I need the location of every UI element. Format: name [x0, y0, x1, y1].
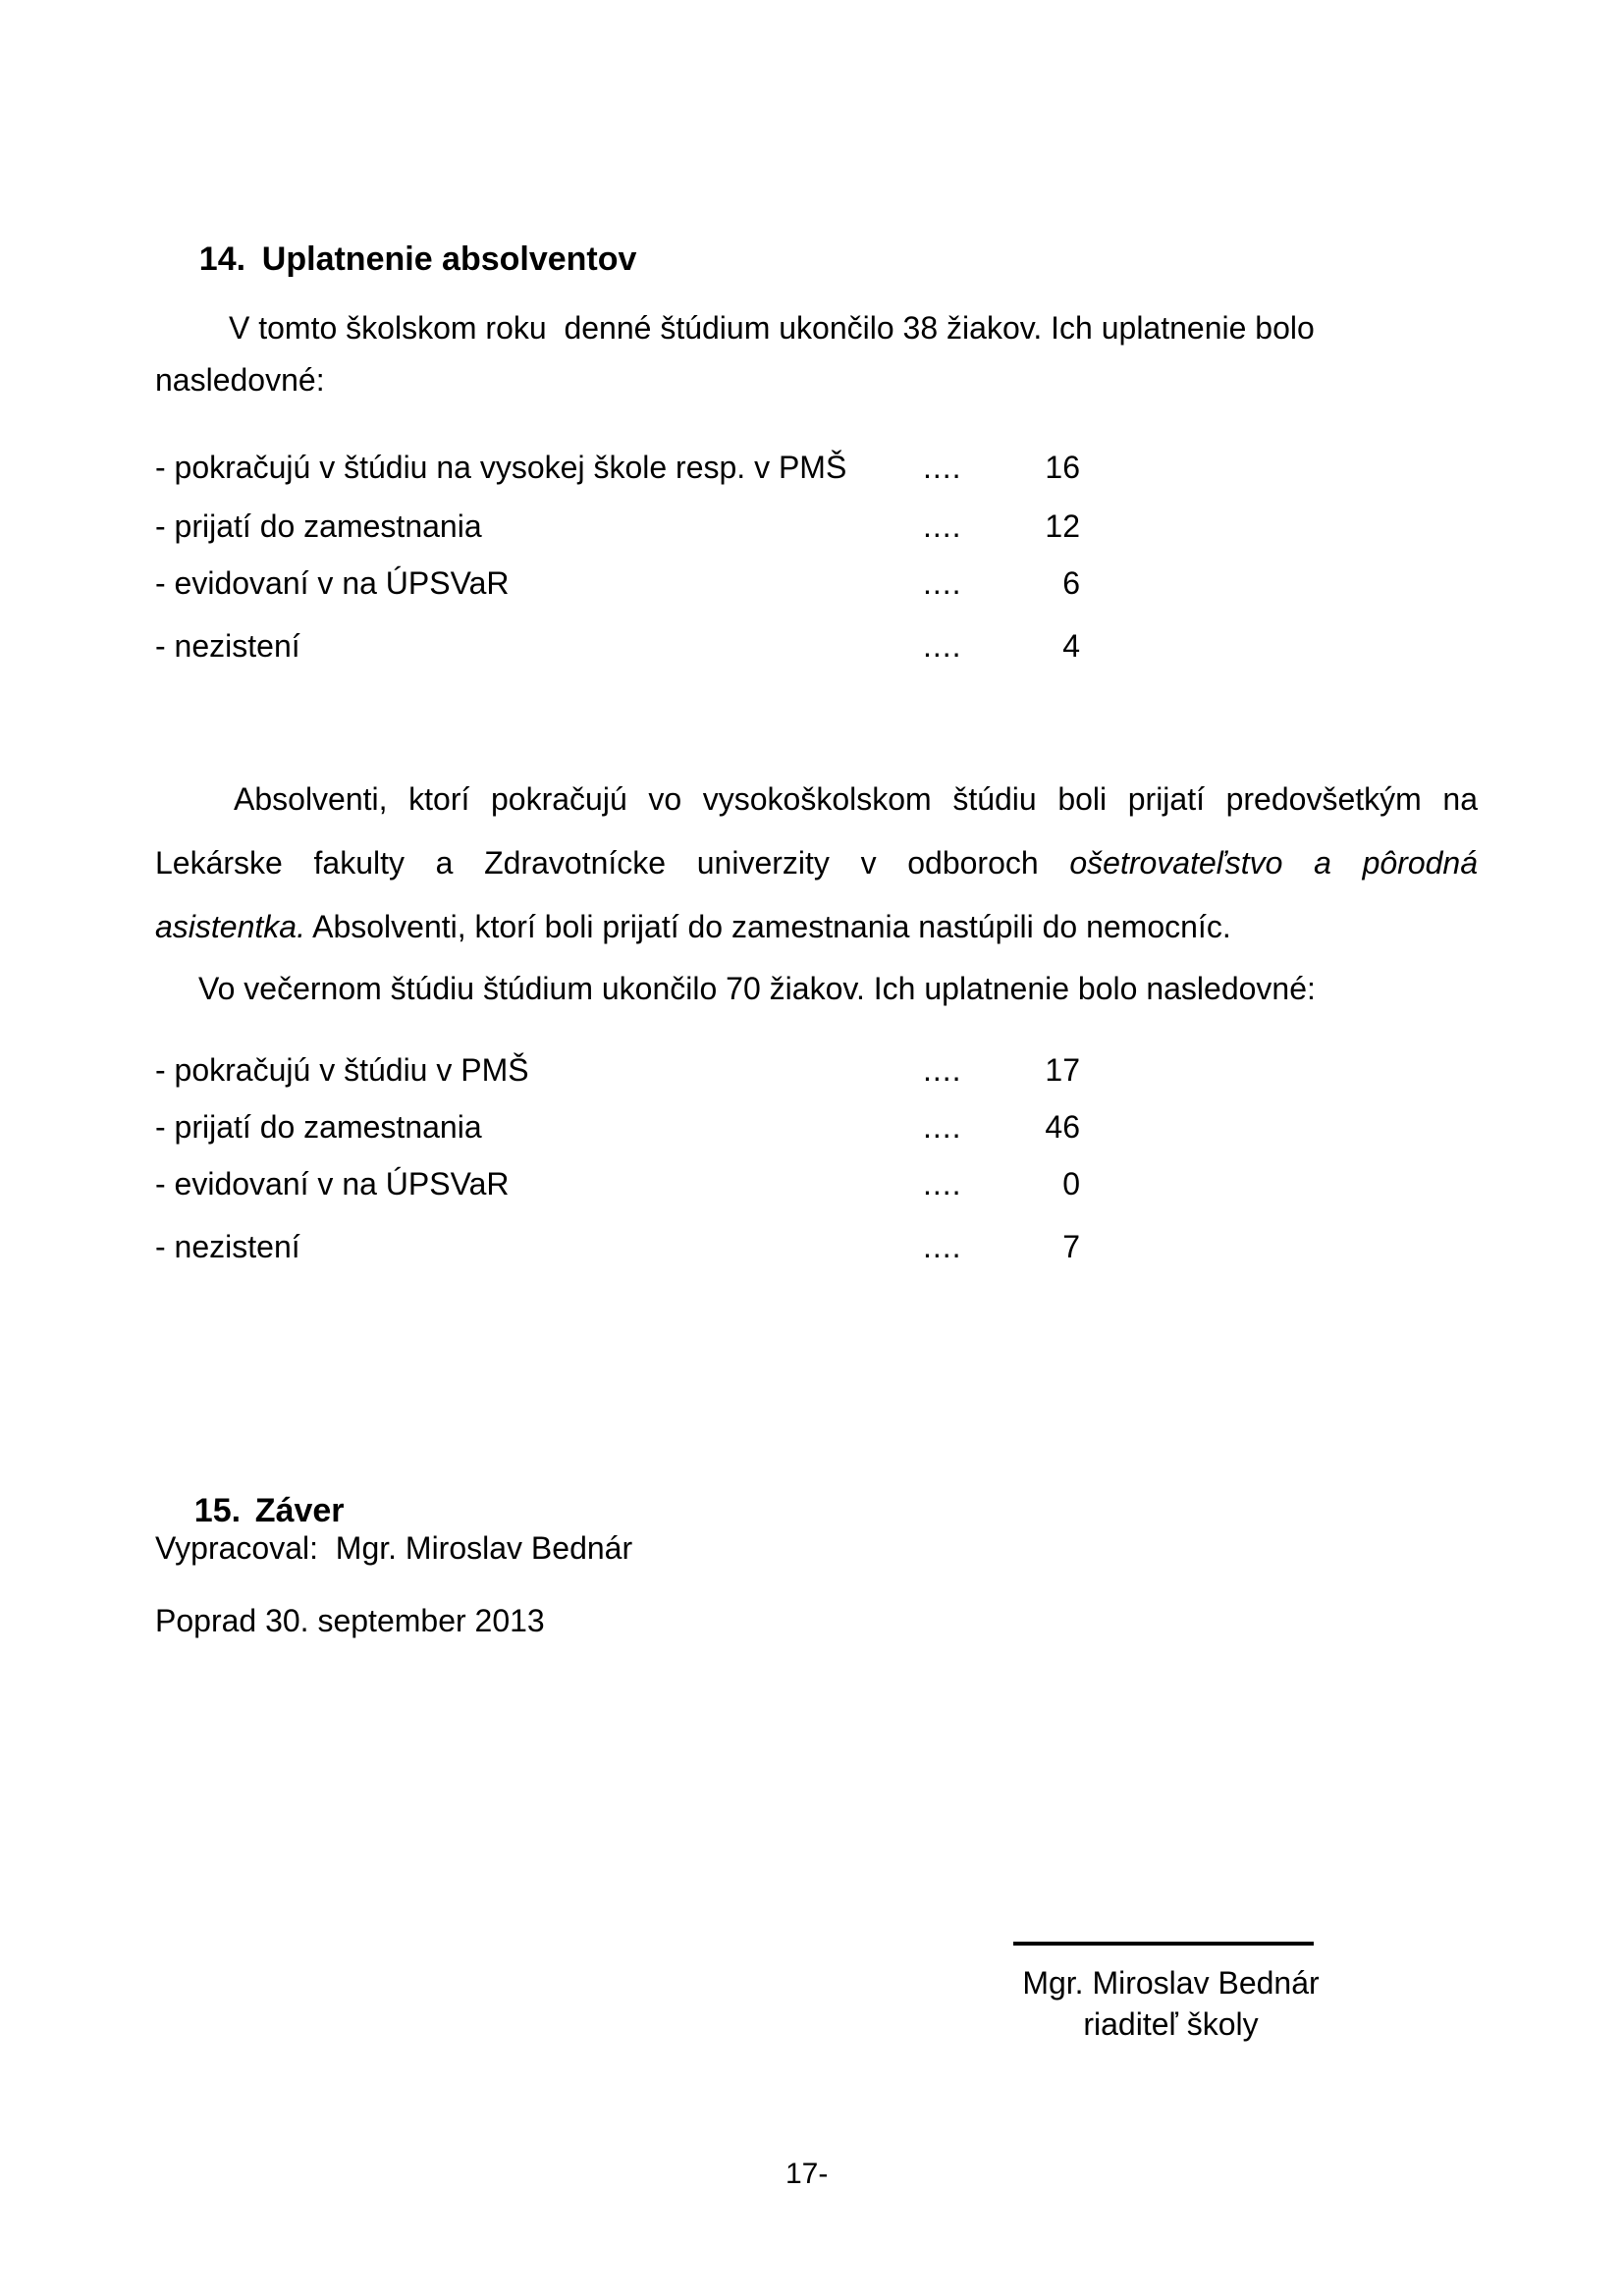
list2-row-1 — [155, 1052, 1080, 1094]
list2-row-1-dots: .... — [923, 1052, 962, 1088]
signature-role: riaditeľ školy — [1083, 2006, 1259, 2042]
section-15-title: Záver — [254, 1491, 345, 1529]
list2-row-3-value: 0 — [1062, 1166, 1080, 1201]
list2-row-3 — [155, 1166, 1080, 1207]
para2-line2-regular: Lekárske fakulty a Zdravotnícke univerzity v odboroch — [155, 845, 1039, 881]
para2-line2 — [155, 844, 1478, 881]
list2-row-4 — [155, 1229, 1080, 1270]
list1-row-4-value: 4 — [1062, 628, 1080, 664]
signature-line — [1013, 1942, 1314, 1946]
list1-row-4-dots: .... — [923, 628, 962, 664]
list2-row-2-value: 46 — [1045, 1109, 1080, 1145]
list2-row-2 — [155, 1109, 1080, 1150]
place-date-line: Poprad 30. september 2013 — [155, 1603, 545, 1638]
list1-row-1 — [155, 450, 1080, 491]
section-14-title: Uplatnenie absolventov — [261, 240, 637, 278]
list1-row-2-label: - prijatí do zamestnania — [155, 508, 482, 544]
list2-row-2-label: - prijatí do zamestnania — [155, 1109, 482, 1145]
para2-line3-italic: asistentka. — [155, 909, 305, 944]
para1-line2: nasledovné: — [155, 362, 325, 398]
section-14-heading — [162, 199, 636, 319]
list1-row-2 — [155, 508, 1080, 550]
list1-row-1-dots: .... — [923, 450, 962, 485]
list2-row-1-label: - pokračujú v štúdiu v PMŠ — [155, 1052, 529, 1088]
para3: Vo večernom štúdiu štúdium ukončilo 70 žiakov. Ich uplatnenie bolo nasledovné: — [198, 971, 1316, 1006]
list1-row-2-dots: .... — [923, 508, 962, 544]
list2-row-4-dots: .... — [923, 1229, 962, 1264]
list2-row-3-dots: .... — [923, 1166, 962, 1201]
para2-line3-regular: Absolventi, ktorí boli prijatí do zamestnania nastúpili do nemocníc. — [304, 909, 1231, 944]
para2-line2-italic: ošetrovateľstvo a pôrodná — [1069, 845, 1479, 881]
list1-row-3 — [155, 565, 1080, 607]
list2-row-3-label: - evidovaní v na ÚPSVaR — [155, 1166, 510, 1201]
author-line: Vypracoval: Mgr. Miroslav Bednár — [155, 1530, 633, 1566]
list1-row-4 — [155, 628, 1080, 669]
list1-row-3-value: 6 — [1062, 565, 1080, 601]
list2-row-4-value: 7 — [1062, 1229, 1080, 1264]
list2-row-4-label: - nezistení — [155, 1229, 300, 1264]
para2-line1: Absolventi, ktorí pokračujú vo vysokoškolskom štúdiu boli prijatí predovšetkým na — [234, 781, 1478, 817]
page-number: 17- — [785, 2158, 829, 2190]
para1-line1: V tomto školskom roku denné štúdium ukončilo 38 žiakov. Ich uplatnenie bolo — [229, 310, 1315, 346]
list1-row-3-dots: .... — [923, 565, 962, 601]
list1-row-4-label: - nezistení — [155, 628, 300, 664]
para2-line3 — [155, 908, 1231, 945]
list2-row-2-dots: .... — [923, 1109, 962, 1145]
list2-row-1-value: 17 — [1045, 1052, 1080, 1088]
list1-row-1-label: - pokračujú v štúdiu na vysokej škole resp. v PMŠ — [155, 450, 847, 485]
list1-row-3-label: - evidovaní v na ÚPSVaR — [155, 565, 510, 601]
signature-name: Mgr. Miroslav Bednár — [1022, 1965, 1320, 2001]
section-15-number: 15. — [193, 1491, 242, 1529]
list1-row-1-value: 16 — [1045, 450, 1080, 485]
list1-row-2-value: 12 — [1045, 508, 1080, 544]
section-14-number: 14. — [198, 240, 246, 278]
